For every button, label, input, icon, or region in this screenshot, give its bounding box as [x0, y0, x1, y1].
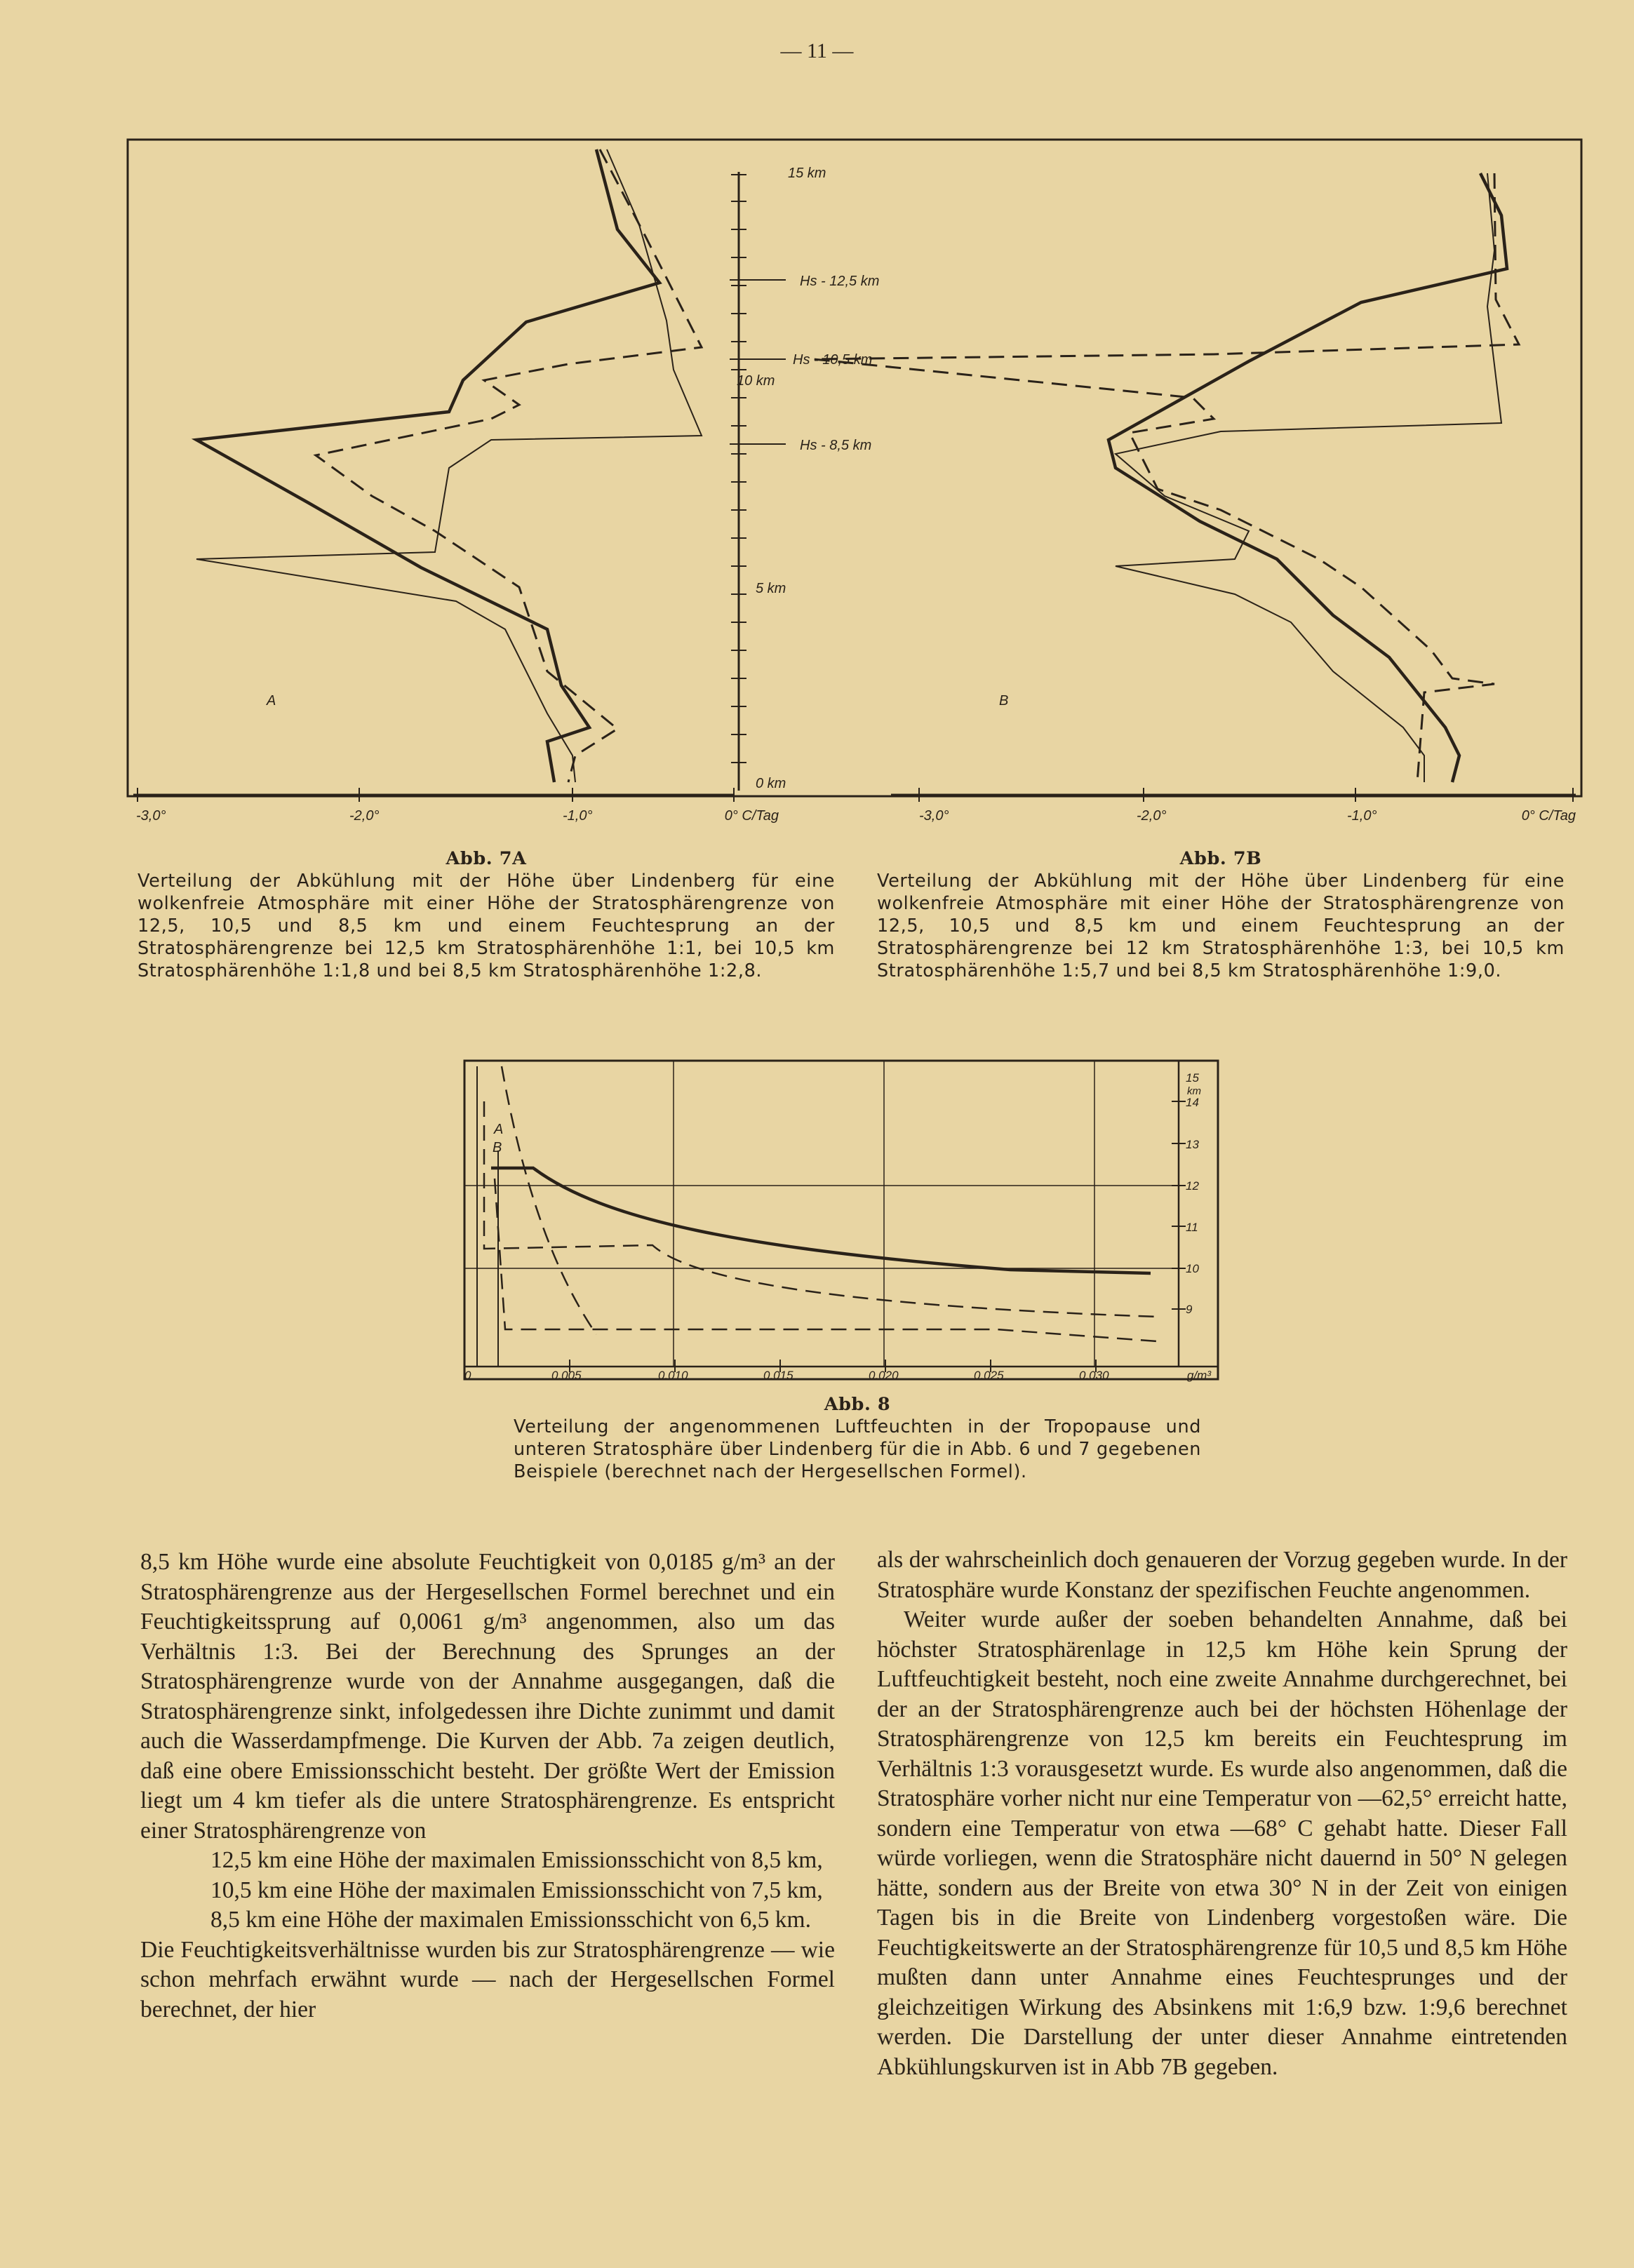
left-column — [140, 1548, 835, 2025]
caption-8-title: Abb. 8 — [824, 1394, 891, 1415]
hs-label-10-5: Hs - 10,5 km — [793, 352, 873, 368]
alt-label-10: 10 km — [737, 373, 775, 389]
figure-8-grid — [464, 1061, 1179, 1367]
fig8-y-unit: km — [1187, 1085, 1201, 1097]
curve-a-8-5km — [196, 149, 702, 782]
caption-7b-title: Abb. 7B — [1179, 848, 1262, 869]
curve-a-10-5km — [316, 149, 702, 782]
emission-item-1: 12,5 km eine Höhe der maximalen Emissionsschicht von 8,5 km, — [210, 1847, 823, 1873]
fig8-x-tick-0020: 0.020 — [869, 1369, 899, 1382]
caption-8 — [514, 1393, 1201, 1483]
figure-7-frame — [128, 140, 1581, 796]
fig8-y-tick-12: 12 — [1186, 1179, 1199, 1193]
caption-7b — [877, 847, 1565, 982]
curve-label-a: A — [267, 693, 276, 709]
fig8-x-tick-0010: 0.010 — [658, 1369, 688, 1382]
caption-7a — [138, 847, 835, 982]
fig8-y-tick-15: 15 — [1186, 1071, 1199, 1085]
curve-label-b: B — [999, 693, 1009, 709]
fig8-y-tick-9: 9 — [1186, 1303, 1193, 1316]
right-paragraph-2: Weiter wurde außer der soeben behandelten Annahme, daß bei höchster Stratosphärenlage in 12,5 km Höhe kein Sprung der Luftfeuchtigkeit besteht, noch eine zweite Annahme durchgerechnet, bei der an der Stratosphärengrenze auch bei der höchsten Höhenlage der Stratosphärengrenze von 12,5 km bereits ein Feuchtesprung im Verhältnis 1:3 vorausgesetzt wurde. Es wurde also angenommen, daß die Stratosphäre vorher nicht nur eine Temperatur von —62,5° erreicht hatte, sondern eine Temperatur von etwa —68° C gehabt hatte. Dieser Fall würde vorliegen, wenn die Stratosphäre nicht dauernd in 50° N gelegen hätte, sondern aus der Breite von etwa 30° N in der Zeit von einigen Tagen bis in die Breite von Lindenberg vorgestoßen wäre. Die Feuchtigkeitswerte an der Stratosphärengrenze für 10,5 und 8,5 km Höhe mußten dann unter Annahme eines Feuchtesprunges und der gleichzeitigen Wirkung des Absinkens mit 1:6,9 bzw. 1:9,6 berechnet werden. Die Darstellung der unter dieser Annahme eintretenden Abkühlungskurven ist in Abb 7B gegeben. — [877, 1606, 1567, 2080]
emission-item-2: 10,5 km eine Höhe der maximalen Emissionsschicht von 7,5 km, — [210, 1877, 823, 1903]
x-tick-b-4: 0° C/Tag — [1521, 808, 1576, 824]
x-tick-a-4: 0° C/Tag — [724, 808, 779, 824]
figure-7 — [126, 138, 1583, 830]
fig8-x-tick-0: 0 — [464, 1369, 471, 1382]
curve-b-10-5km — [814, 173, 1519, 782]
fig8-y-tick-11: 11 — [1186, 1221, 1198, 1234]
fig8-x-tick-0025: 0.025 — [974, 1369, 1004, 1382]
caption-7a-title: Abb. 7A — [446, 848, 527, 869]
emission-list — [140, 1846, 835, 1935]
fig8-y-tick-14: 14 — [1186, 1096, 1199, 1109]
fig8-x-tick-0005: 0.005 — [551, 1369, 582, 1382]
caption-7b-text: Verteilung der Abkühlung mit der Höhe über Lindenberg für eine wolkenfreie Atmosphäre mit einer Höhe der Stratosphärengrenze von 12,5, 10,5 und 8,5 km und einem Feuchtesprung an der Stratosphärengrenze bei 12 km Stratosphärenhöhe 1:3, bei 10,5 km Stratosphärenhöhe 1:5,7 und bei 8,5 km Stratosphärenhöhe 1:9,0. — [877, 871, 1565, 981]
figure-7-plot — [126, 138, 1583, 830]
x-tick-a-1: -3,0° — [136, 808, 166, 824]
x-tick-a-3: -1,0° — [563, 808, 593, 824]
fig8-x-tick-0015: 0.015 — [763, 1369, 793, 1382]
figure-8 — [463, 1059, 1221, 1382]
fig8-y-tick-10: 10 — [1186, 1262, 1199, 1275]
fig8-y-tick-13: 13 — [1186, 1138, 1199, 1151]
alt-label-0: 0 km — [756, 776, 786, 791]
x-tick-b-3: -1,0° — [1347, 808, 1377, 824]
emission-item-3: 8,5 km eine Höhe der maximalen Emissionsschicht von 6,5 km. — [210, 1907, 811, 1933]
right-paragraph-1: als der wahrscheinlich doch genaueren der Vorzug gegeben wurde. In der Stratosphäre wurde Konstanz der spezifischen Feuchte angenommen. — [877, 1547, 1567, 1603]
x-tick-b-1: -3,0° — [919, 808, 949, 824]
hs-label-12-5: Hs - 12,5 km — [800, 274, 880, 289]
hs-label-8-5: Hs - 8,5 km — [800, 438, 872, 453]
fig8-curve-dash-b — [495, 1179, 1158, 1341]
fig8-curve-dash-long — [484, 1101, 1158, 1317]
page-number: — 11 — — [780, 39, 854, 62]
curve-b-12-5km — [1109, 173, 1507, 782]
alt-label-5: 5 km — [756, 581, 786, 596]
right-column — [877, 1545, 1567, 2082]
left-paragraph-2: Die Feuchtigkeitsverhältnisse wurden bis zur Stratosphärengrenze — wie schon mehrfach erwähnt wurde — nach der Hergesellschen Formel berechnet, der hier — [140, 1936, 835, 2022]
figure-8-frame — [464, 1061, 1218, 1379]
alt-label-15: 15 km — [788, 166, 826, 181]
caption-8-text: Verteilung der angenommenen Luftfeuchten in der Tropopause und unteren Stratosphäre über Lindenberg für die in Abb. 6 und 7 gegebenen Beispiele (berechnet nach der Hergesellschen Formel). — [514, 1416, 1201, 1482]
fig8-label-a: A — [494, 1122, 504, 1137]
fig8-x-tick-0030: 0.030 — [1079, 1369, 1109, 1382]
fig8-label-b: B — [493, 1140, 502, 1155]
figure-8-plot — [463, 1059, 1221, 1382]
x-tick-b-2: -2,0° — [1137, 808, 1167, 824]
fig8-curve-solid — [491, 1168, 1151, 1273]
x-tick-a-2: -2,0° — [349, 808, 380, 824]
left-paragraph-1: 8,5 km Höhe wurde eine absolute Feuchtigkeit von 0,0185 g/m³ an der Stratosphärengrenze aus der Hergesellschen Formel berechnet und ein Feuchtigkeitssprung auf 0,0061 g/m³ angenommen, also um das Verhältnis 1:3. Bei der Berechnung des Sprunges an der Stratosphärengrenze wurde von der Annahme ausgegangen, daß die Stratosphärengrenze sinkt, infolgedessen ihre Dichte zunimmt und damit auch die Wasserdampfmenge. Die Kurven der Abb. 7a zeigen deutlich, daß eine obere Emissionsschicht besteht. Der größte Wert der Emission liegt um 4 km tiefer als die untere Stratosphärengrenze. Es entspricht einer Stratosphärengrenze von — [140, 1549, 835, 1844]
caption-7a-text: Verteilung der Abkühlung mit der Höhe über Lindenberg für eine wolkenfreie Atmosphäre mit einer Höhe der Stratosphärengrenze von 12,5, 10,5 und 8,5 km und einem Feuchtesprung an der Stratosphärengrenze bei 12,5 km Stratosphärenhöhe 1:1, bei 10,5 km Stratosphärenhöhe 1:1,8 und bei 8,5 km Stratosphärenhöhe 1:2,8. — [138, 871, 835, 981]
fig8-curve-dash-a — [502, 1066, 596, 1334]
fig8-x-unit: g/m³ — [1187, 1369, 1211, 1382]
curve-a-12-5km — [196, 149, 659, 782]
